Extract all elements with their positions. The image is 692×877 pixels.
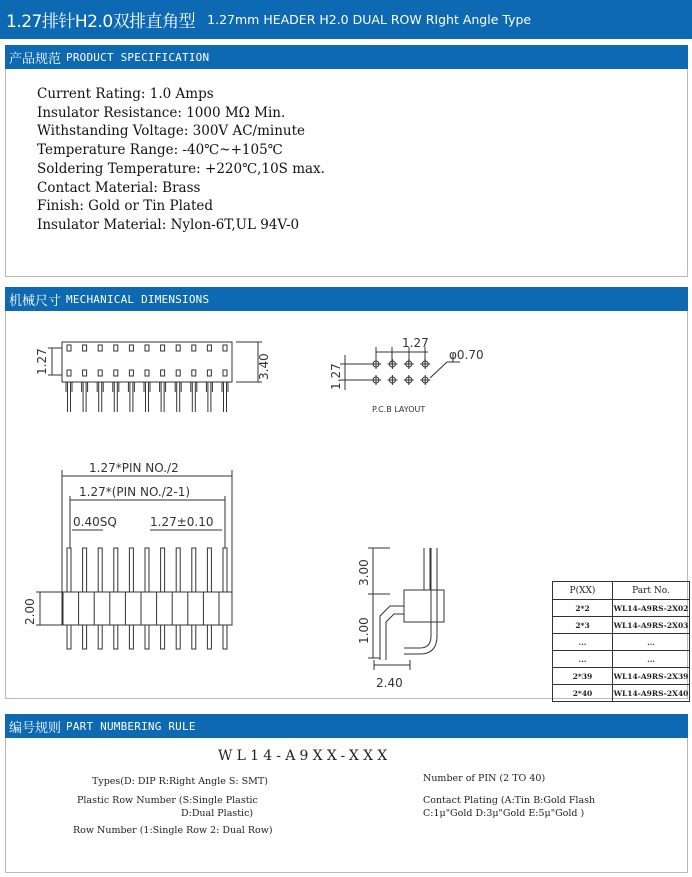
side-upper-label: 3.00	[357, 559, 371, 586]
mech-section-header	[5, 287, 688, 311]
numbering-section-header	[5, 714, 688, 738]
table-cell: 2*40	[553, 685, 613, 702]
mech-title-cn: 机械尺寸	[9, 293, 62, 309]
parts-header-pins: P(XX)	[553, 582, 613, 600]
front-inner-width-label: 1.27*(PIN NO./2-1)	[79, 485, 191, 499]
side-depth-label: 2.40	[376, 676, 403, 690]
spec-title-en: PRODUCT SPECIFICATION	[66, 50, 210, 64]
spec-section-header	[5, 45, 688, 69]
table-row	[553, 668, 690, 685]
front-height-label: 2.00	[23, 598, 37, 625]
side-lower-label: 1.00	[357, 617, 371, 644]
spec-item: Withstanding Voltage: 300V AC/minute	[37, 123, 306, 140]
plastic-row-label-2: D:Dual Plastic)	[181, 808, 254, 819]
table-row	[553, 600, 690, 617]
title-bar	[0, 0, 692, 39]
parts-header-part-no: Part No.	[613, 582, 690, 600]
table-row	[553, 617, 690, 634]
table-cell: 2*2	[553, 600, 613, 617]
types-label: Types(D: DIP R:Right Angle S: SMT)	[92, 776, 268, 787]
page-subtitle: 1.27mm HEADER H2.0 DUAL ROW RIght Angle Type	[207, 12, 532, 27]
spec-list	[37, 85, 325, 235]
numbering-title-cn: 编号规则	[9, 720, 62, 736]
top-height-label: 3.40	[257, 353, 271, 380]
contact-plating-label-2: C:1μ"Gold D:3μ"Gold E:5μ"Gold )	[423, 808, 585, 819]
spec-item: Contact Material: Brass	[37, 179, 201, 196]
table-row	[553, 685, 690, 702]
spec-item: Finish: Gold or Tin Plated	[37, 198, 214, 215]
table-row	[553, 651, 690, 668]
row-number-label: Row Number (1:Single Row 2: Dual Row)	[73, 825, 273, 836]
table-cell: WL14-A9RS-2X02	[613, 600, 690, 617]
pin-number-label: Number of PIN (2 TO 40)	[423, 773, 546, 784]
top-pitch-label: 1.27	[35, 348, 49, 375]
spec-item: Current Rating: 1.0 Amps	[37, 86, 214, 102]
spec-item: Insulator Material: Nylon-6T,UL 94V-0	[37, 216, 300, 233]
table-cell: 2*3	[553, 617, 613, 634]
mech-title-en: MECHANICAL DIMENSIONS	[66, 292, 210, 306]
spec-item: Temperature Range: -40℃~+105℃	[37, 142, 283, 159]
part-number-code: WL14-A9XX-XXX	[218, 748, 392, 764]
numbering-title-en: PART NUMBERING RULE	[66, 719, 196, 733]
table-cell: ...	[553, 651, 613, 668]
table-row	[553, 634, 690, 651]
pcb-layout-title: P.C.B LAYOUT	[372, 405, 426, 414]
table-cell: ...	[613, 634, 690, 651]
table-cell: ...	[553, 634, 613, 651]
pcb-pitch-y-label: 1.27	[329, 363, 343, 390]
front-pitch-label: 1.27±0.10	[150, 515, 214, 529]
parts-table	[552, 581, 690, 702]
pcb-pitch-x-label: 1.27	[402, 336, 429, 350]
front-total-width-label: 1.27*PIN NO./2	[89, 461, 179, 475]
table-cell: WL14-A9RS-2X40	[613, 685, 690, 702]
table-cell: ...	[613, 651, 690, 668]
table-cell: WL14-A9RS-2X03	[613, 617, 690, 634]
front-pin-size-label: 0.40SQ	[73, 515, 117, 529]
plastic-row-label: Plastic Row Number (S:Single Plastic	[77, 795, 258, 806]
table-cell: 2*39	[553, 668, 613, 685]
spec-title-cn: 产品规范	[9, 51, 62, 67]
table-cell: WL14-A9RS-2X39	[613, 668, 690, 685]
page-title: 1.27排针H2.0双排直角型	[6, 12, 196, 32]
spec-item: Soldering Temperature: +220℃,10S max.	[37, 160, 325, 177]
contact-plating-label: Contact Plating (A:Tin B:Gold Flash	[423, 795, 596, 806]
pcb-hole-label: φ0.70	[449, 348, 484, 362]
spec-item: Insulator Resistance: 1000 MΩ Min.	[37, 104, 286, 121]
